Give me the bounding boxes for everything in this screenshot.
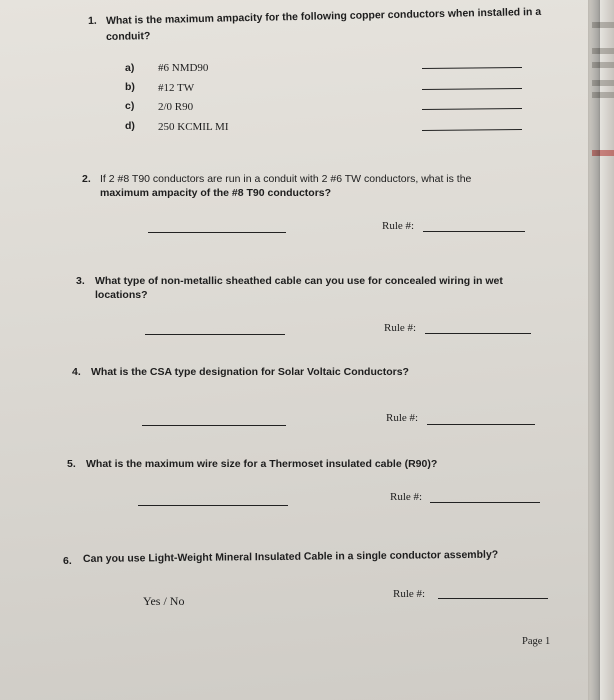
q6-yes-no-answer[interactable]: Yes / No — [143, 594, 185, 608]
q1-item-d-answer-line[interactable] — [422, 129, 522, 131]
q4-rule-line[interactable] — [427, 424, 535, 425]
q1-item-b-answer-line[interactable] — [422, 88, 522, 90]
q2-number: 2. — [82, 173, 91, 185]
q2-answer-line[interactable] — [148, 232, 286, 233]
q4-rule-label: Rule #: — [386, 412, 419, 424]
q3-text-line1: What type of non-metallic sheathed cable can you use for concealed wiring in wet — [95, 275, 503, 287]
q3-number: 3. — [76, 275, 85, 287]
q4-answer-line[interactable] — [142, 425, 286, 426]
q2-rule-label: Rule #: — [382, 220, 415, 232]
q5-rule-label: Rule #: — [390, 491, 423, 503]
q2-text-line2: maximum ampacity of the #8 T90 conductors? — [100, 187, 332, 199]
q4-text-line1: What is the CSA type designation for Solar Voltaic Conductors? — [91, 366, 409, 378]
page-number: Page 1 — [522, 636, 551, 647]
q5-answer-line[interactable] — [138, 505, 288, 506]
q1-item-d-letter: d) — [125, 120, 135, 132]
q1-item-c-answer-line[interactable] — [422, 108, 522, 110]
q1-item-c-letter: c) — [125, 100, 135, 112]
q1-item-c-value: 2/0 R90 — [158, 101, 194, 113]
q5-rule-line[interactable] — [430, 502, 540, 503]
q2-text-line1: If 2 #8 T90 conductors are run in a conduit with 2 #6 TW conductors, what is the — [100, 173, 472, 185]
q1-item-a-value: #6 NMD90 — [158, 62, 209, 74]
q1-text-line1: What is the maximum ampacity for the following copper conductors when installed in a — [105, 5, 542, 27]
q1-number: 1. — [87, 14, 97, 27]
q3-answer-line[interactable] — [145, 334, 285, 335]
q6-number: 6. — [63, 555, 72, 567]
q6-rule-label: Rule #: — [393, 588, 426, 600]
q3-rule-line[interactable] — [425, 333, 531, 334]
q6-rule-line[interactable] — [438, 598, 548, 599]
q5-number: 5. — [67, 458, 76, 470]
q4-number: 4. — [72, 366, 81, 378]
q1-item-d-value: 250 KCMIL MI — [158, 121, 229, 133]
q1-item-a-letter: a) — [125, 62, 135, 74]
q2-rule-line[interactable] — [423, 231, 525, 232]
q1-item-b-letter: b) — [125, 81, 135, 93]
q1-item-a-answer-line[interactable] — [422, 67, 522, 69]
q5-text-line1: What is the maximum wire size for a Thermoset insulated cable (R90)? — [86, 458, 438, 470]
q1-item-b-value: #12 TW — [158, 82, 195, 94]
q6-text-line1: Can you use Light-Weight Mineral Insulated Cable in a single conductor assembly? — [82, 548, 499, 565]
q3-text-line2: locations? — [95, 289, 148, 301]
q3-rule-label: Rule #: — [384, 322, 417, 334]
q1-text-line2: conduit? — [105, 30, 151, 43]
